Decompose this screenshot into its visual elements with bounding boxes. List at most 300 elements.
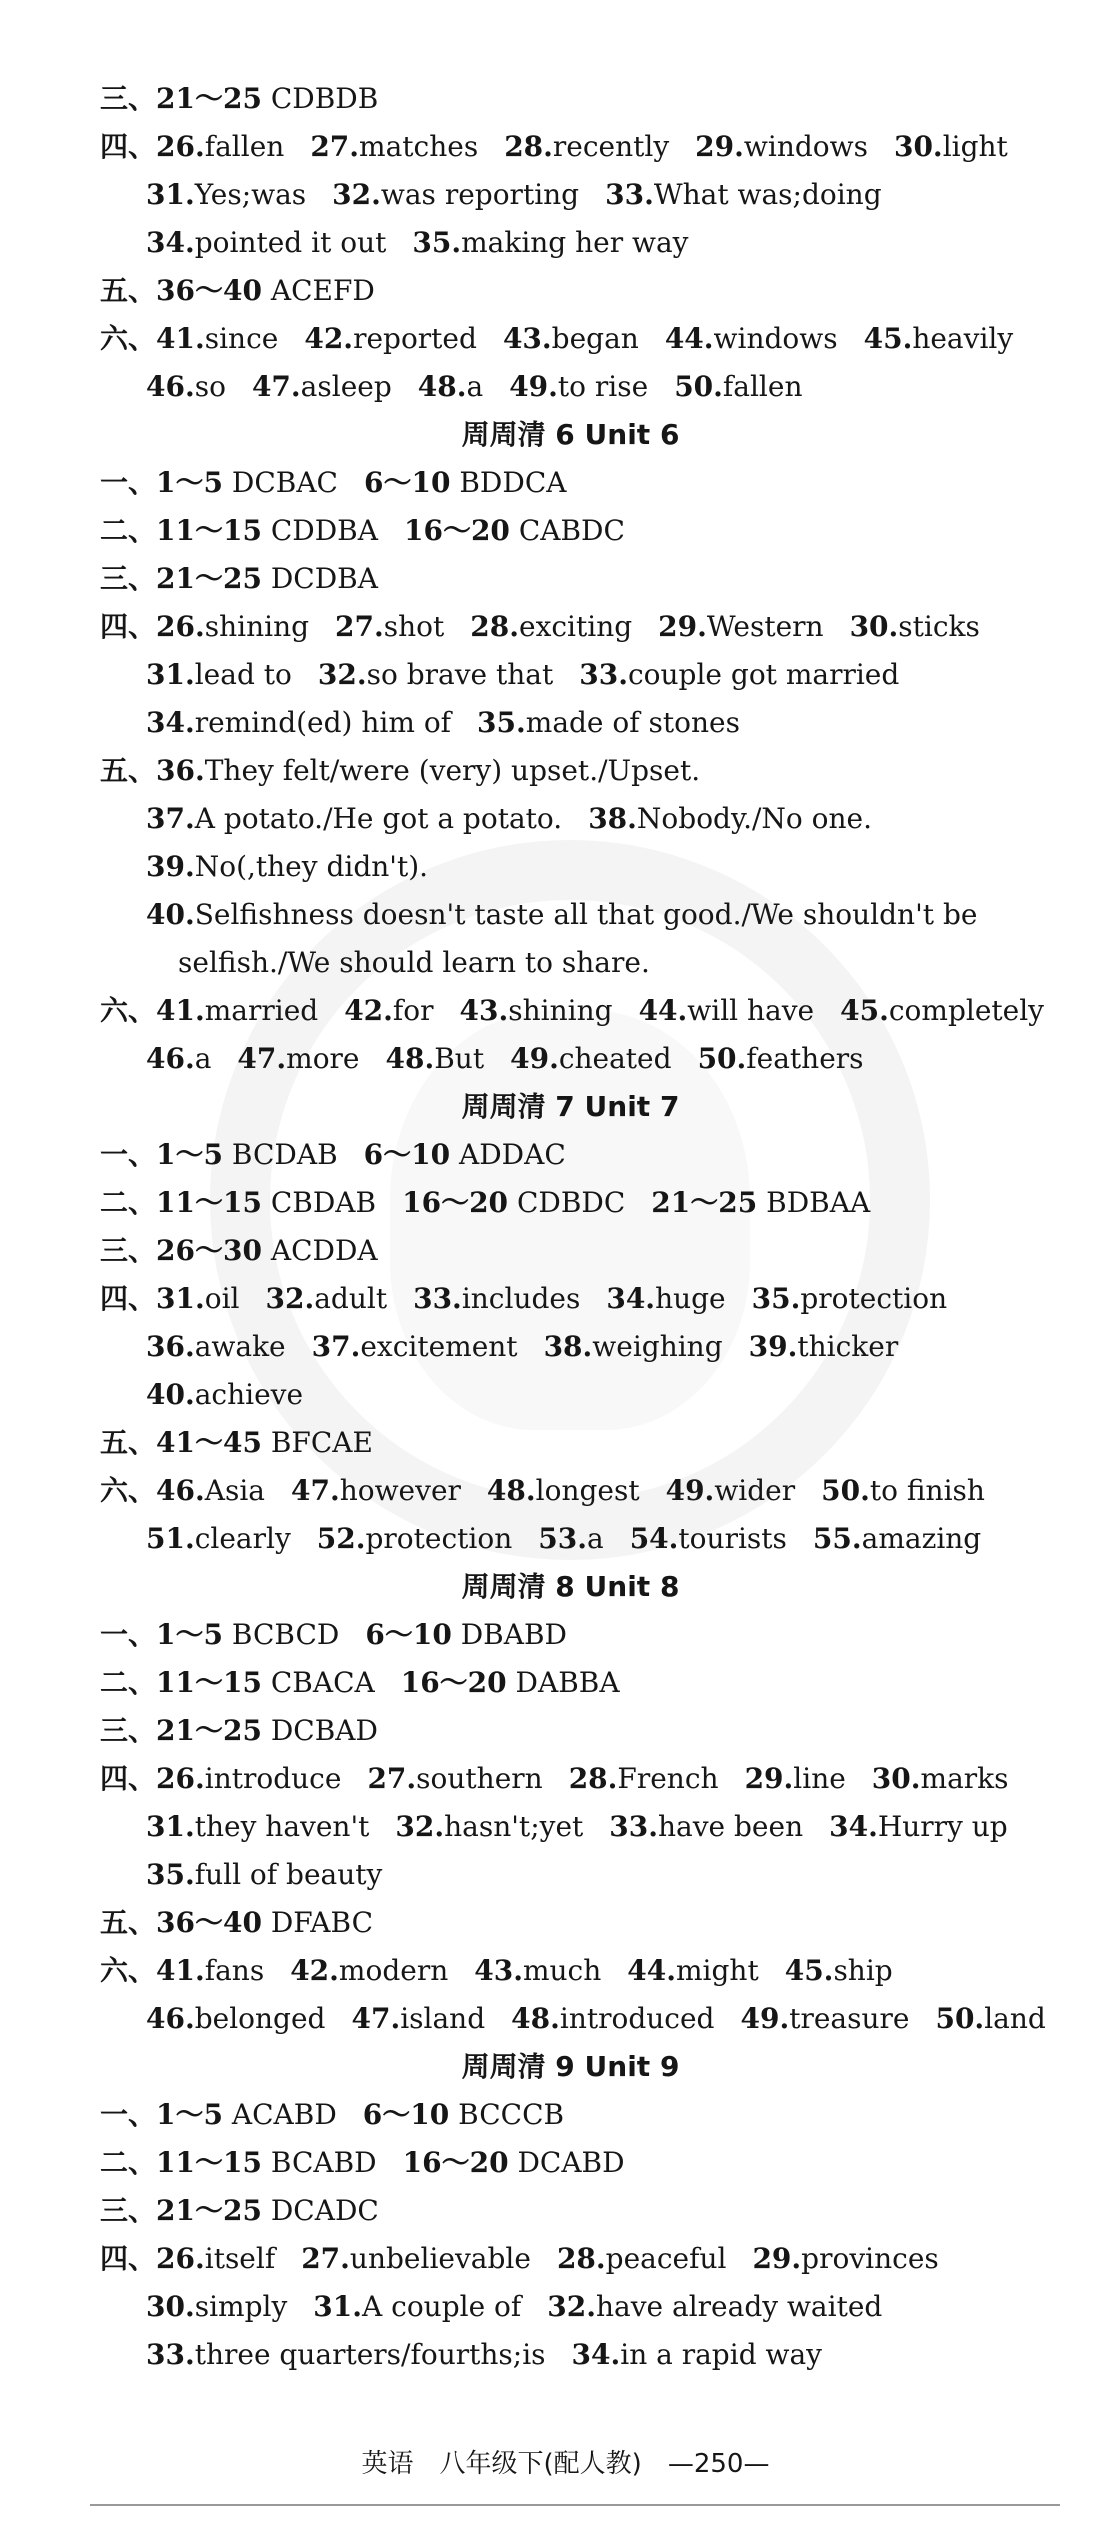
question-number: 41～45 xyxy=(156,1426,262,1459)
answer-item xyxy=(740,2002,909,2035)
answer-item xyxy=(544,1330,723,1363)
question-number: 49. xyxy=(509,370,558,403)
answer-text: Western xyxy=(706,610,824,643)
answer-text: matches xyxy=(359,130,479,163)
question-number: 49. xyxy=(510,1042,559,1075)
answer-text: fallen xyxy=(722,370,803,403)
question-number: 11～15 xyxy=(156,1666,262,1699)
answer-text: achieve xyxy=(194,1378,304,1411)
answer-line xyxy=(0,1515,1101,1563)
answer-text: DBABD xyxy=(451,1618,567,1651)
answer-item xyxy=(386,1042,485,1075)
answer-line xyxy=(0,2091,1101,2139)
answer-text: modern xyxy=(338,1954,449,1987)
answer-item xyxy=(606,1282,725,1315)
answer-text: BDDCA xyxy=(450,466,567,499)
answer-item xyxy=(588,802,872,835)
answer-line xyxy=(0,891,1101,939)
answer-item xyxy=(344,994,433,1027)
answer-line xyxy=(0,1947,1101,1995)
answer-item xyxy=(785,1954,893,1987)
answer-item xyxy=(156,2098,337,2131)
question-number: 46. xyxy=(146,370,195,403)
answer-item xyxy=(156,1186,376,1219)
answer-line xyxy=(0,2331,1101,2379)
question-number: 49. xyxy=(740,2002,790,2035)
question-number: 48. xyxy=(385,1042,435,1075)
question-number: 45. xyxy=(784,1954,834,1987)
answer-item xyxy=(146,1522,291,1555)
answer-item xyxy=(658,610,823,643)
unit-heading xyxy=(0,1563,1101,1611)
answer-item xyxy=(156,1762,341,1795)
answer-text: couple got married xyxy=(627,658,900,691)
question-number: 36～40 xyxy=(156,1906,262,1939)
section-marker: 四、 xyxy=(100,1282,157,1315)
answer-item xyxy=(569,1762,719,1795)
answer-item xyxy=(367,1762,542,1795)
question-number: 26. xyxy=(156,2242,205,2275)
question-number: 51. xyxy=(146,1522,195,1555)
answer-text: Yes;was xyxy=(194,178,307,211)
section-marker: 一、 xyxy=(100,466,157,499)
answer-line xyxy=(0,1419,1101,1467)
answer-item xyxy=(156,466,338,499)
question-number: 31. xyxy=(313,2290,363,2323)
answer-text: remind(ed) him of xyxy=(194,706,452,739)
answer-line xyxy=(0,267,1101,315)
question-number: 44. xyxy=(638,994,688,1027)
answer-line xyxy=(0,459,1101,507)
answer-item xyxy=(840,994,1044,1027)
answer-text: CDDBA xyxy=(261,514,378,547)
answer-item xyxy=(572,2338,822,2371)
answer-line xyxy=(0,555,1101,603)
answer-item xyxy=(363,2098,564,2131)
answer-line xyxy=(0,315,1101,363)
section-marker: 五、 xyxy=(100,1906,157,1939)
answer-item xyxy=(301,2242,531,2275)
question-number: 27. xyxy=(301,2242,350,2275)
answer-text: a xyxy=(466,370,484,403)
answer-item xyxy=(156,130,284,163)
answer-item xyxy=(156,1138,338,1171)
question-number: 44. xyxy=(627,1954,676,1987)
answer-item xyxy=(156,610,309,643)
answer-text: No(,they didn't). xyxy=(194,850,429,883)
question-number: 47. xyxy=(290,1474,340,1507)
answer-item xyxy=(503,322,639,355)
answer-text: DCBAD xyxy=(261,1714,378,1747)
answer-item xyxy=(351,2002,485,2035)
question-number: 30. xyxy=(893,130,943,163)
answer-text: DCABD xyxy=(508,2146,625,2179)
question-number: 49. xyxy=(665,1474,715,1507)
section-marker: 一、 xyxy=(100,1138,157,1171)
section-marker: 二、 xyxy=(100,514,157,547)
question-number: 28. xyxy=(470,610,519,643)
answer-text: French xyxy=(617,1762,719,1795)
question-number: 16～20 xyxy=(403,514,510,547)
question-number: 54. xyxy=(629,1522,679,1555)
question-number: 33. xyxy=(609,1810,658,1843)
answer-text: full of beauty xyxy=(194,1858,383,1891)
question-number: 38. xyxy=(543,1330,593,1363)
answer-item xyxy=(547,2290,882,2323)
answer-text: selfish./We should learn to share. xyxy=(178,946,650,979)
answer-text: however xyxy=(339,1474,461,1507)
footer-rule xyxy=(90,2504,1060,2506)
unit-heading xyxy=(0,411,1101,459)
answer-text: unbelievable xyxy=(349,2242,531,2275)
answer-text: recently xyxy=(552,130,670,163)
answer-item xyxy=(403,2146,625,2179)
answer-text: shining xyxy=(204,610,310,643)
answer-text: CABDC xyxy=(509,514,625,547)
answer-text: land xyxy=(984,2002,1046,2035)
answer-text: A couple of xyxy=(362,2290,522,2323)
question-number: 36. xyxy=(146,1330,195,1363)
answer-text: light xyxy=(942,130,1008,163)
answer-item xyxy=(487,1474,640,1507)
answer-item xyxy=(146,2290,287,2323)
question-number: 33. xyxy=(605,178,654,211)
section-marker: 一、 xyxy=(100,2098,157,2131)
question-number: 32. xyxy=(332,178,381,211)
answer-item xyxy=(872,1762,1009,1795)
answer-text: peaceful xyxy=(605,2242,727,2275)
answer-item xyxy=(651,1186,870,1219)
question-number: 34. xyxy=(606,1282,656,1315)
answer-text: Nobody./No one. xyxy=(636,802,873,835)
answer-text: making her way xyxy=(461,226,689,259)
question-number: 40. xyxy=(146,1378,195,1411)
question-number: 33. xyxy=(413,1282,462,1315)
unit-heading-text: 周周清 7 Unit 7 xyxy=(461,1090,680,1123)
answer-item xyxy=(395,1810,583,1843)
question-number: 47. xyxy=(351,2002,401,2035)
answer-item xyxy=(749,1330,899,1363)
answer-item xyxy=(156,562,378,595)
answer-item xyxy=(156,1906,373,1939)
answer-text: pointed it out xyxy=(194,226,387,259)
answer-text: ship xyxy=(833,1954,893,1987)
answer-text: to finish xyxy=(869,1474,985,1507)
answer-item xyxy=(252,370,392,403)
question-number: 42. xyxy=(344,994,393,1027)
answer-item xyxy=(695,130,868,163)
section-marker: 四、 xyxy=(100,610,157,643)
answer-line xyxy=(0,363,1101,411)
question-number: 43. xyxy=(459,994,509,1027)
answer-line xyxy=(0,1371,1101,1419)
question-number: 27. xyxy=(335,610,384,643)
answer-line xyxy=(0,1323,1101,1371)
answer-line xyxy=(0,1131,1101,1179)
answer-text: But xyxy=(434,1042,485,1075)
answer-item xyxy=(850,610,980,643)
question-number: 35. xyxy=(146,1858,195,1891)
answer-text: reported xyxy=(353,322,477,355)
answer-item xyxy=(864,322,1014,355)
answer-text: protection xyxy=(365,1522,513,1555)
answer-item xyxy=(304,322,477,355)
question-number: 50. xyxy=(674,370,723,403)
answer-text: DFABC xyxy=(261,1906,374,1939)
answer-line xyxy=(0,1851,1101,1899)
answer-text: marks xyxy=(920,1762,1009,1795)
answer-text: BCDAB xyxy=(222,1138,338,1171)
answer-text: was reporting xyxy=(380,178,580,211)
answer-item xyxy=(402,1186,625,1219)
answer-item xyxy=(511,2002,714,2035)
answer-text: a xyxy=(587,1522,604,1555)
answer-text: shining xyxy=(508,994,613,1027)
question-number: 16～20 xyxy=(402,1186,509,1219)
answer-item xyxy=(401,1666,620,1699)
answer-text: in a rapid way xyxy=(620,2338,822,2371)
answer-text: wider xyxy=(714,1474,796,1507)
answer-line xyxy=(0,1659,1101,1707)
question-number: 34. xyxy=(571,2338,621,2371)
answer-line xyxy=(0,1707,1101,1755)
question-number: 29. xyxy=(752,2242,802,2275)
question-number: 37. xyxy=(146,802,195,835)
answer-text: three quarters/fourths;is xyxy=(194,2338,546,2371)
answer-item xyxy=(829,1810,1008,1843)
answer-text: completely xyxy=(888,994,1044,1027)
answer-text: DCDBA xyxy=(261,562,378,595)
question-number: 28. xyxy=(556,2242,606,2275)
question-number: 40. xyxy=(146,898,195,931)
question-number: 1～5 xyxy=(156,2098,223,2131)
answer-line xyxy=(0,651,1101,699)
answer-item xyxy=(146,2338,546,2371)
question-number: 44. xyxy=(664,322,714,355)
answer-item xyxy=(156,1474,265,1507)
answer-item xyxy=(557,2242,727,2275)
answer-item xyxy=(156,514,378,547)
answer-item xyxy=(237,1042,359,1075)
answer-item xyxy=(418,370,483,403)
question-number: 1～5 xyxy=(156,1138,223,1171)
answer-text: so brave that xyxy=(366,658,554,691)
answer-item xyxy=(156,2146,377,2179)
answer-text: A potato./He got a potato. xyxy=(194,802,563,835)
answer-item xyxy=(156,2242,275,2275)
answer-item xyxy=(813,1522,981,1555)
question-number: 48. xyxy=(486,1474,536,1507)
answer-item xyxy=(474,1954,601,1987)
answer-text: southern xyxy=(416,1762,543,1795)
question-number: 30. xyxy=(849,610,899,643)
answer-text: they haven't xyxy=(194,1810,370,1843)
section-marker: 三、 xyxy=(100,82,157,115)
question-number: 21～25 xyxy=(156,1714,262,1747)
answer-item xyxy=(310,130,478,163)
section-marker: 六、 xyxy=(100,994,157,1027)
answer-item xyxy=(291,1474,461,1507)
answer-line xyxy=(0,171,1101,219)
section-marker: 二、 xyxy=(100,1666,157,1699)
answer-text: clearly xyxy=(194,1522,291,1555)
question-number: 41. xyxy=(156,994,205,1027)
question-number: 46. xyxy=(146,1042,195,1075)
unit-heading-text: 周周清 9 Unit 9 xyxy=(461,2050,680,2083)
answer-text: thicker xyxy=(797,1330,899,1363)
section-marker: 一、 xyxy=(100,1618,157,1651)
answer-item xyxy=(146,658,292,691)
answer-text: amazing xyxy=(861,1522,982,1555)
answer-text: ADDAC xyxy=(450,1138,566,1171)
question-number: 42. xyxy=(290,1954,339,1987)
answer-item xyxy=(312,1330,518,1363)
answer-item xyxy=(630,1522,787,1555)
answer-item xyxy=(156,82,378,115)
question-number: 47. xyxy=(237,1042,287,1075)
answer-text: for xyxy=(392,994,434,1027)
answer-item xyxy=(156,1666,375,1699)
answer-line xyxy=(0,2139,1101,2187)
answer-item xyxy=(146,1042,211,1075)
question-number: 27. xyxy=(367,1762,417,1795)
answer-item xyxy=(639,994,815,1027)
answer-item xyxy=(666,1474,796,1507)
answer-item xyxy=(332,178,579,211)
answer-line xyxy=(0,1755,1101,1803)
answer-line xyxy=(0,2187,1101,2235)
section-marker: 六、 xyxy=(100,1954,157,1987)
answer-line xyxy=(0,1995,1101,2043)
answer-text: began xyxy=(551,322,639,355)
answer-text: awake xyxy=(194,1330,286,1363)
answer-item xyxy=(413,1282,580,1315)
answer-text: windows xyxy=(743,130,868,163)
question-number: 21～25 xyxy=(156,562,262,595)
question-number: 38. xyxy=(588,802,637,835)
answer-item xyxy=(290,1954,448,1987)
answer-line xyxy=(0,2283,1101,2331)
answer-line xyxy=(0,1467,1101,1515)
answer-line xyxy=(0,1803,1101,1851)
answer-text: have been xyxy=(657,1810,804,1843)
question-number: 34. xyxy=(829,1810,878,1843)
answer-line xyxy=(0,747,1101,795)
question-number: 43. xyxy=(474,1954,523,1987)
answer-text: shot xyxy=(383,610,445,643)
question-number: 32. xyxy=(317,658,367,691)
answer-line xyxy=(0,1899,1101,1947)
answer-item xyxy=(538,1522,603,1555)
answer-line xyxy=(0,1179,1101,1227)
answer-item xyxy=(156,754,700,787)
answer-text: excitement xyxy=(360,1330,518,1363)
question-number: 6～10 xyxy=(363,1138,451,1171)
question-number: 28. xyxy=(568,1762,618,1795)
answer-item xyxy=(404,514,625,547)
question-number: 47. xyxy=(251,370,301,403)
question-number: 26～30 xyxy=(156,1234,262,1267)
question-number: 41. xyxy=(156,322,205,355)
answer-text: longest xyxy=(535,1474,640,1507)
question-number: 6～10 xyxy=(363,466,451,499)
answer-item xyxy=(146,178,306,211)
answer-item xyxy=(156,1426,373,1459)
question-number: 45. xyxy=(840,994,889,1027)
answer-text: ACDDA xyxy=(261,1234,378,1267)
section-marker: 五、 xyxy=(100,274,157,307)
answer-text: windows xyxy=(713,322,838,355)
answer-text: Hurry up xyxy=(877,1810,1008,1843)
answer-item xyxy=(335,610,444,643)
answer-item xyxy=(146,370,226,403)
question-number: 31. xyxy=(146,178,195,211)
answer-item xyxy=(146,226,386,259)
answer-text: sticks xyxy=(898,610,980,643)
answer-text: feathers xyxy=(746,1042,864,1075)
question-number: 55. xyxy=(812,1522,862,1555)
answer-line xyxy=(0,1275,1101,1323)
answer-text: DCBAC xyxy=(222,466,338,499)
section-marker: 六、 xyxy=(100,1474,157,1507)
answer-text: cheated xyxy=(558,1042,672,1075)
question-number: 32. xyxy=(265,1282,315,1315)
answer-text: much xyxy=(522,1954,602,1987)
answer-text: exciting xyxy=(519,610,633,643)
section-marker: 五、 xyxy=(100,1426,157,1459)
answer-item xyxy=(504,130,669,163)
question-number: 31. xyxy=(146,1810,195,1843)
answer-text: to rise xyxy=(557,370,649,403)
answer-lines xyxy=(0,75,1101,2379)
answer-item xyxy=(156,1714,378,1747)
answer-text: huge xyxy=(655,1282,726,1315)
question-number: 39. xyxy=(146,850,195,883)
answer-item xyxy=(178,946,650,979)
answer-text: more xyxy=(286,1042,360,1075)
unit-heading-text: 周周清 8 Unit 8 xyxy=(461,1570,680,1603)
question-number: 36～40 xyxy=(156,274,262,307)
answer-text: a xyxy=(194,1042,212,1075)
answer-text: Asia xyxy=(204,1474,265,1507)
answer-text: have already waited xyxy=(596,2290,883,2323)
section-marker: 二、 xyxy=(100,2146,157,2179)
answer-line xyxy=(0,1035,1101,1083)
question-number: 21～25 xyxy=(156,2194,262,2227)
unit-heading-text: 周周清 6 Unit 6 xyxy=(461,418,680,451)
answer-item xyxy=(266,1282,388,1315)
unit-heading xyxy=(0,2043,1101,2091)
answer-text: heavily xyxy=(912,322,1014,355)
answer-line xyxy=(0,2235,1101,2283)
question-number: 6～10 xyxy=(362,2098,450,2131)
answer-text: made of stones xyxy=(525,706,740,739)
section-marker: 三、 xyxy=(100,562,157,595)
question-number: 30. xyxy=(146,2290,195,2323)
answer-item xyxy=(146,706,451,739)
answer-text: fallen xyxy=(204,130,285,163)
section-marker: 六、 xyxy=(100,322,157,355)
answer-item xyxy=(364,466,566,499)
question-number: 41. xyxy=(156,1954,205,1987)
question-number: 32. xyxy=(547,2290,596,2323)
answer-item xyxy=(146,898,977,931)
answer-text: BCBCD xyxy=(222,1618,340,1651)
answer-text: since xyxy=(204,322,279,355)
answer-item xyxy=(470,610,632,643)
answer-line xyxy=(0,987,1101,1035)
question-number: 53. xyxy=(538,1522,587,1555)
